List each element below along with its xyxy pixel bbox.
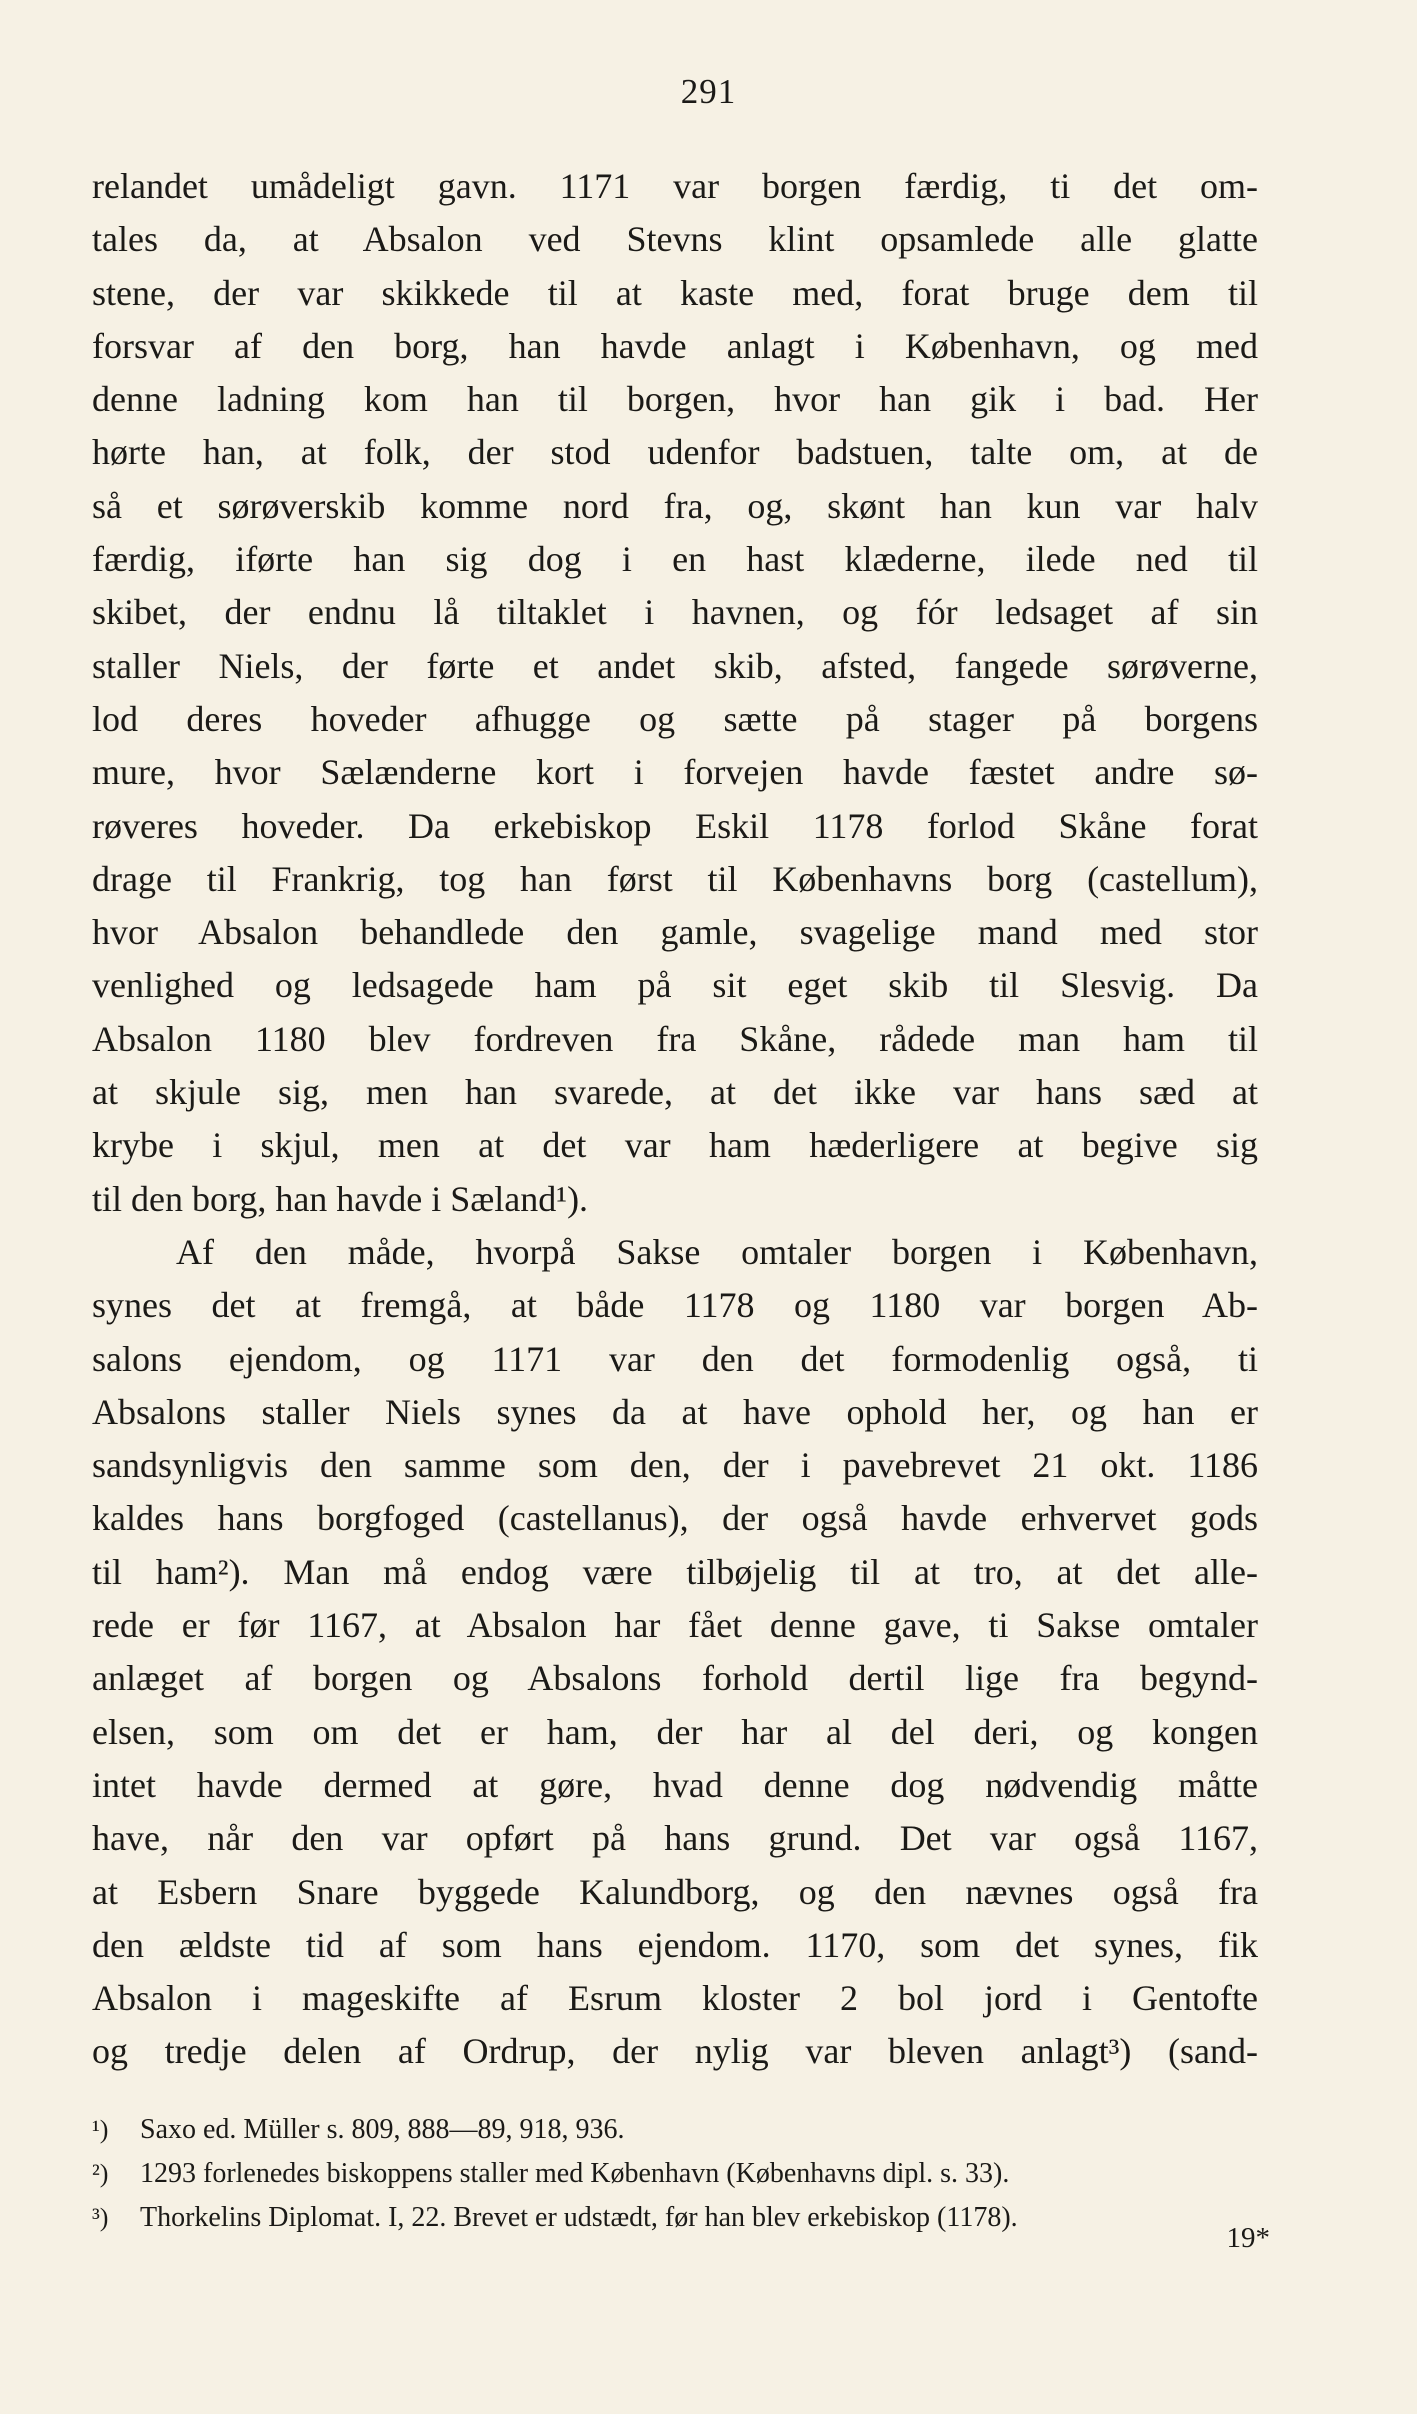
- text-line: have, når den var opført på hans grund. Det var også 1167,: [92, 1818, 1258, 1859]
- text-line: relandet umådeligt gavn. 1171 var borgen færdig, ti det om-: [92, 166, 1258, 206]
- text-line: sandsynligvis den samme som den, der i pavebrevet 21 okt. 1186: [92, 1445, 1258, 1486]
- footnote: [92, 2108, 1267, 2152]
- paragraph-start-line: Af den måde, hvorpå Sakse omtaler borgen i København,: [176, 1231, 1258, 1272]
- text-line: rede er før 1167, at Absalon har fået denne gave, ti Sakse omtaler: [92, 1605, 1258, 1646]
- text-line: Absalon 1180 blev fordreven fra Skåne, rådede man ham til: [92, 1018, 1258, 1059]
- footnote-text: 1293 forlenedes biskoppens staller med København (Københavns dipl. s. 33).: [140, 2158, 1010, 2189]
- text-line: til ham²). Man må endog være tilbøjelig til at tro, at det alle-: [92, 1551, 1258, 1592]
- text-line: Absalons staller Niels synes da at have ophold her, og han er: [92, 1391, 1258, 1432]
- body-text: [92, 160, 1258, 2079]
- text-line: stene, der var skikkede til at kaste med, forat bruge dem til: [92, 272, 1258, 313]
- text-line: skibet, der endnu lå tiltaklet i havnen, og fór ledsaget af sin: [92, 592, 1258, 633]
- footnote-marker: ²): [92, 2159, 109, 2188]
- text-line: forsvar af den borg, han havde anlagt i København, og med: [92, 325, 1258, 366]
- footnote-marker: ¹): [92, 2115, 109, 2144]
- footnotes: [92, 2108, 1267, 2240]
- footnote-text: Thorkelins Diplomat. I, 22. Brevet er udstædt, før han blev erkebiskop (1178).: [140, 2202, 1018, 2233]
- text-line: anlæget af borgen og Absalons forhold dertil lige fra begynd-: [92, 1658, 1258, 1699]
- footnote-text: Saxo ed. Müller s. 809, 888—89, 918, 936.: [140, 2114, 625, 2145]
- text-line: at skjule sig, men han svarede, at det ikke var hans sæd at: [92, 1072, 1258, 1113]
- text-line: hvor Absalon behandlede den gamle, svagelige mand med stor: [92, 912, 1258, 953]
- text-line: staller Niels, der førte et andet skib, afsted, fangede sørøverne,: [92, 645, 1258, 686]
- text-line: elsen, som om det er ham, der har al del deri, og kongen: [92, 1711, 1258, 1752]
- text-line: kaldes hans borgfoged (castellanus), der også havde erhvervet gods: [92, 1498, 1258, 1539]
- text-line: krybe i skjul, men at det var ham hæderligere at begive sig: [92, 1125, 1258, 1166]
- text-line: færdig, iførte han sig dog i en hast klæderne, ilede ned til: [92, 539, 1258, 580]
- text-line: venlighed og ledsagede ham på sit eget skib til Slesvig. Da: [92, 965, 1258, 1006]
- text-line: så et sørøverskib komme nord fra, og, skønt han kun var halv: [92, 485, 1258, 526]
- text-line: salons ejendom, og 1171 var den det formodenlig også, ti: [92, 1338, 1258, 1379]
- text-line: denne ladning kom han til borgen, hvor han gik i bad. Her: [92, 379, 1258, 420]
- text-line: at Esbern Snare byggede Kalundborg, og den nævnes også fra: [92, 1871, 1258, 1912]
- text-line: røveres hoveder. Da erkebiskop Eskil 1178 forlod Skåne forat: [92, 805, 1258, 846]
- page-number: 291: [680, 72, 737, 111]
- signature-mark: 19*: [1226, 2222, 1270, 2254]
- paragraph-end-line: til den borg, han havde i Sæland¹).: [92, 1178, 589, 1219]
- footnote-marker: ³): [92, 2203, 109, 2232]
- footnote: [92, 2152, 1267, 2196]
- text-line: den ældste tid af som hans ejendom. 1170, som det synes, fik: [92, 1924, 1258, 1965]
- text-line: lod deres hoveder afhugge og sætte på stager på borgens: [92, 698, 1258, 739]
- text-line: hørte han, at folk, der stod udenfor badstuen, talte om, at de: [92, 432, 1258, 473]
- text-line: drage til Frankrig, tog han først til Københavns borg (castellum),: [92, 858, 1258, 899]
- text-line: synes det at fremgå, at både 1178 og 1180 var borgen Ab-: [92, 1285, 1258, 1326]
- text-line: tales da, at Absalon ved Stevns klint opsamlede alle glatte: [92, 219, 1258, 260]
- text-line: intet havde dermed at gøre, hvad denne dog nødvendig måtte: [92, 1764, 1258, 1805]
- text-line: mure, hvor Sælænderne kort i forvejen havde fæstet andre sø-: [92, 752, 1258, 793]
- text-line: og tredje delen af Ordrup, der nylig var bleven anlagt³) (sand-: [92, 2031, 1258, 2072]
- text-line: Absalon i mageskifte af Esrum kloster 2 bol jord i Gentofte: [92, 1978, 1258, 2019]
